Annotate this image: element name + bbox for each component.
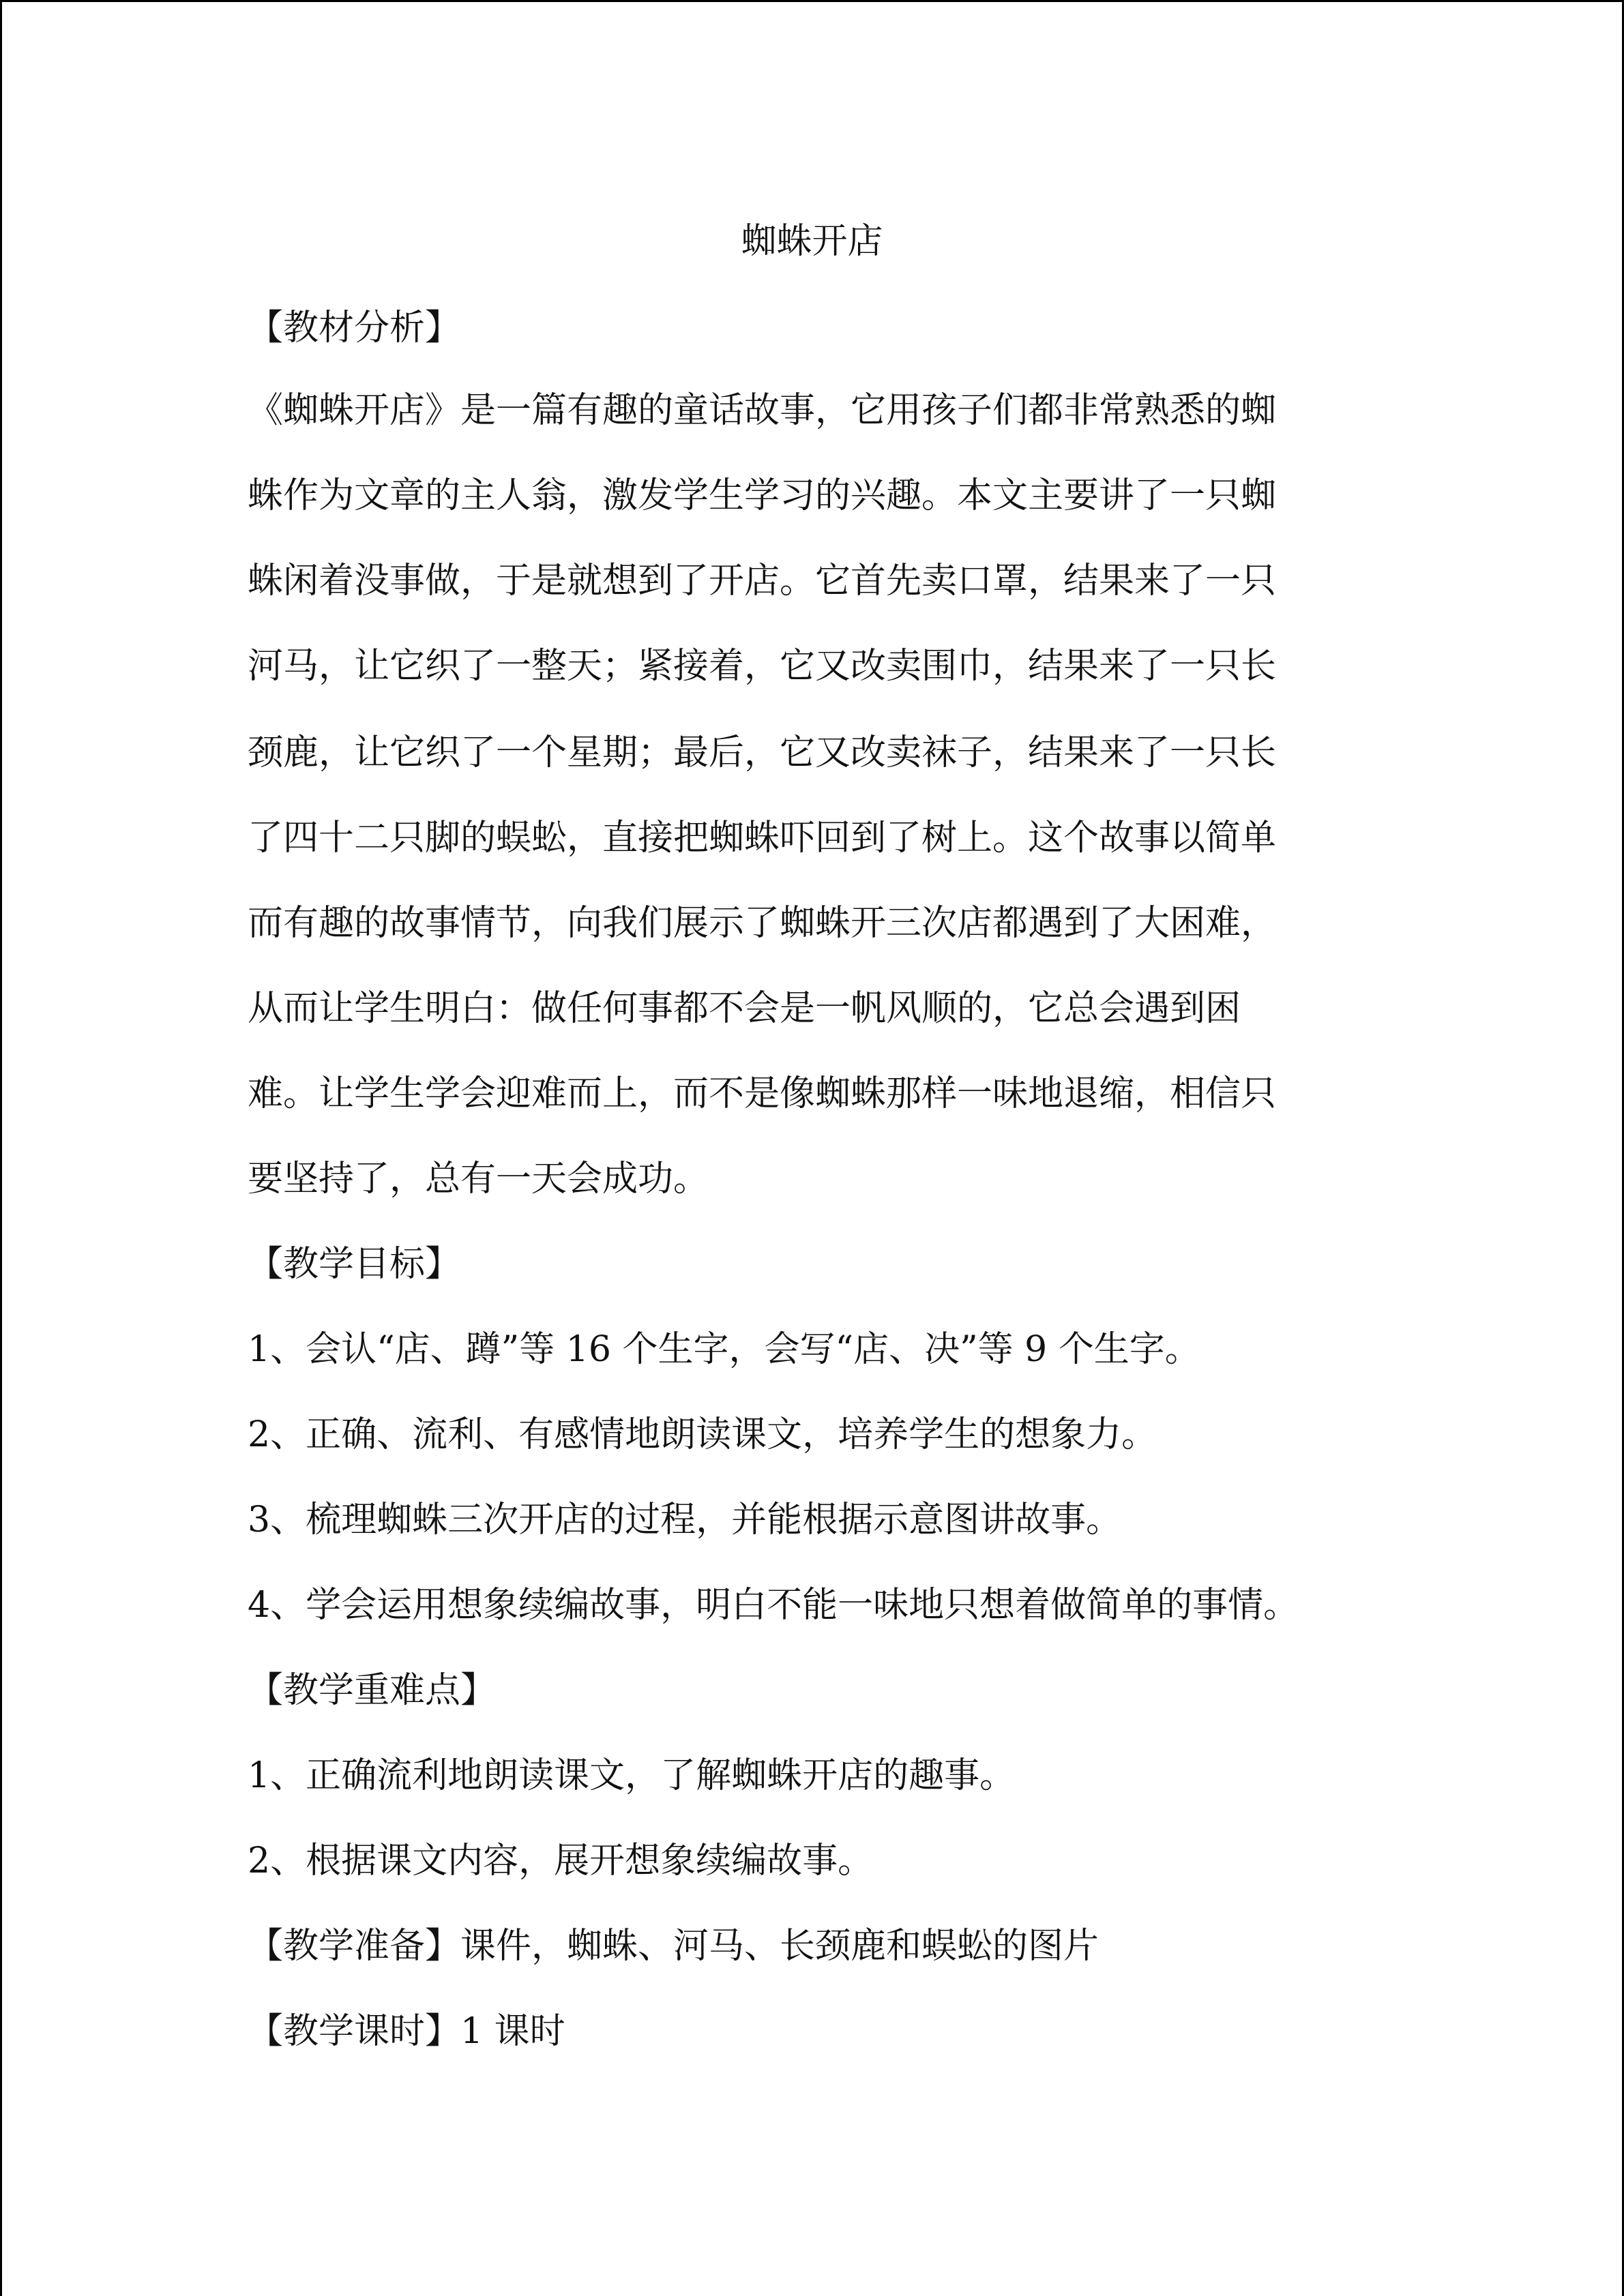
paragraph-line: 了四十二只脚的蜈蚣，直接把蜘蛛吓回到了树上。这个故事以简单 [248, 818, 1277, 859]
paragraph-line: 蛛作为文章的主人翁，激发学生学习的兴趣。本文主要讲了一只蜘 [248, 475, 1277, 516]
paragraph-line: 而有趣的故事情节，向我们展示了蜘蛛开三次店都遇到了大困难， [248, 903, 1277, 944]
goal-item: 2、正确、流利、有感情地朗读课文，培养学生的想象力。 [248, 1414, 1157, 1455]
paragraph-line: 要坚持了，总有一天会成功。 [248, 1159, 709, 1199]
goal-item: 4、学会运用想象续编故事，明白不能一味地只想着做简单的事情。 [248, 1585, 1299, 1626]
document-title: 蜘蛛开店 [741, 221, 883, 262]
difficulty-item: 2、根据课文内容，展开想象续编故事。 [248, 1840, 874, 1881]
difficulty-item: 1、正确流利地朗读课文，了解蜘蛛开店的趣事。 [248, 1755, 1016, 1796]
section-heading-key-difficulties: 【教学重难点】 [248, 1670, 497, 1711]
paragraph-line: 难。让学生学会迎难而上，而不是像蜘蛛那样一味地退缩，相信只 [248, 1073, 1277, 1114]
section-teaching-preparation: 【教学准备】课件，蜘蛛、河马、长颈鹿和蜈蚣的图片 [248, 1926, 1099, 1967]
paragraph-line: 蛛闲着没事做，于是就想到了开店。它首先卖口罩，结果来了一只 [248, 561, 1277, 601]
goal-item: 1、会认“店、蹲”等 16 个生字，会写“店、决”等 9 个生字。 [248, 1329, 1200, 1370]
section-heading-teaching-goals: 【教学目标】 [248, 1244, 461, 1285]
paragraph-line: 颈鹿，让它织了一个星期；最后，它又改卖袜子，结果来了一只长 [248, 732, 1277, 773]
paragraph-line: 从而让学生明白：做任何事都不会是一帆风顺的，它总会遇到困 [248, 988, 1241, 1029]
goal-item: 3、梳理蜘蛛三次开店的过程，并能根据示意图讲故事。 [248, 1500, 1122, 1540]
paragraph-line: 河马，让它织了一整天；紧接着，它又改卖围巾，结果来了一只长 [248, 646, 1277, 687]
paragraph-line: 《蜘蛛开店》是一篇有趣的童话故事，它用孩子们都非常熟悉的蜘 [248, 390, 1277, 431]
section-teaching-periods: 【教学课时】1 课时 [248, 2011, 565, 2052]
section-heading-materials-analysis: 【教材分析】 [248, 308, 461, 348]
